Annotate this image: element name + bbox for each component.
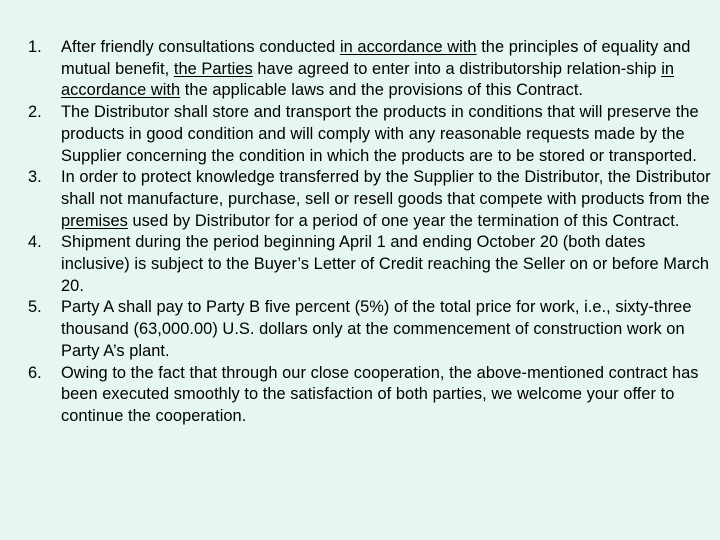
clause-5 bbox=[28, 297, 714, 362]
clause-number: 4. bbox=[28, 233, 42, 252]
clause-3 bbox=[28, 167, 714, 232]
underlined-phrase: in accordance with bbox=[339, 38, 477, 56]
clause-text-segment: used by Distributor for a period of one year the termination of this Contract. bbox=[127, 211, 680, 230]
clause-6 bbox=[28, 363, 714, 428]
clause-number: 6. bbox=[28, 363, 42, 382]
contract-clause-list bbox=[28, 37, 714, 428]
underlined-phrase: the Parties bbox=[173, 59, 253, 78]
clause-2 bbox=[28, 102, 714, 167]
underlined-phrase: premises bbox=[61, 211, 128, 230]
clause-text-segment: have agreed to enter into a distributorship relation-ship bbox=[252, 59, 662, 78]
clause-text: Owing to the fact that through our close cooperation, the above-mentioned contract has been executed smoothly to the satisfaction of both parties, we welcome your offer to continue the cooperation. bbox=[61, 363, 699, 425]
clause-4 bbox=[28, 232, 714, 297]
clause-text-segment: the principles of equality and mutual benefit, bbox=[61, 38, 691, 78]
clause-number: 2. bbox=[28, 103, 42, 122]
clause-text: Shipment during the period beginning April 1 and ending October 20 (both dates inclusive) is subject to the Buyer’s Letter of Credit reaching the Seller on or before March 20. bbox=[61, 233, 710, 295]
clause-number: 5. bbox=[28, 298, 42, 317]
underlined-phrase: in accordance with bbox=[61, 59, 675, 100]
clause-text-segment: After friendly consultations conducted bbox=[61, 38, 340, 56]
clause-number: 1. bbox=[28, 38, 42, 56]
clause-number: 3. bbox=[28, 168, 42, 187]
clause-text-segment: the applicable laws and the provisions of this Contract. bbox=[180, 81, 584, 100]
clause-text: The Distributor shall store and transport the products in conditions that will preserve the products in good condition and will comply with any reasonable requests made by the Supplier concerning the condition in which the products are to be stored or transported. bbox=[61, 103, 699, 165]
clause-text-segment: In order to protect knowledge transferred by the Supplier to the Distributor, the Distributor shall not manufacture, purchase, sell or resell goods that compete with products from the bbox=[61, 168, 711, 208]
clause-1 bbox=[28, 37, 714, 102]
clause-text: Party A shall pay to Party B five percent (5%) of the total price for work, i.e., sixty-three thousand (63,000.00) U.S. dollars only at the commencement of construction work on Party A’s plant. bbox=[61, 298, 692, 360]
